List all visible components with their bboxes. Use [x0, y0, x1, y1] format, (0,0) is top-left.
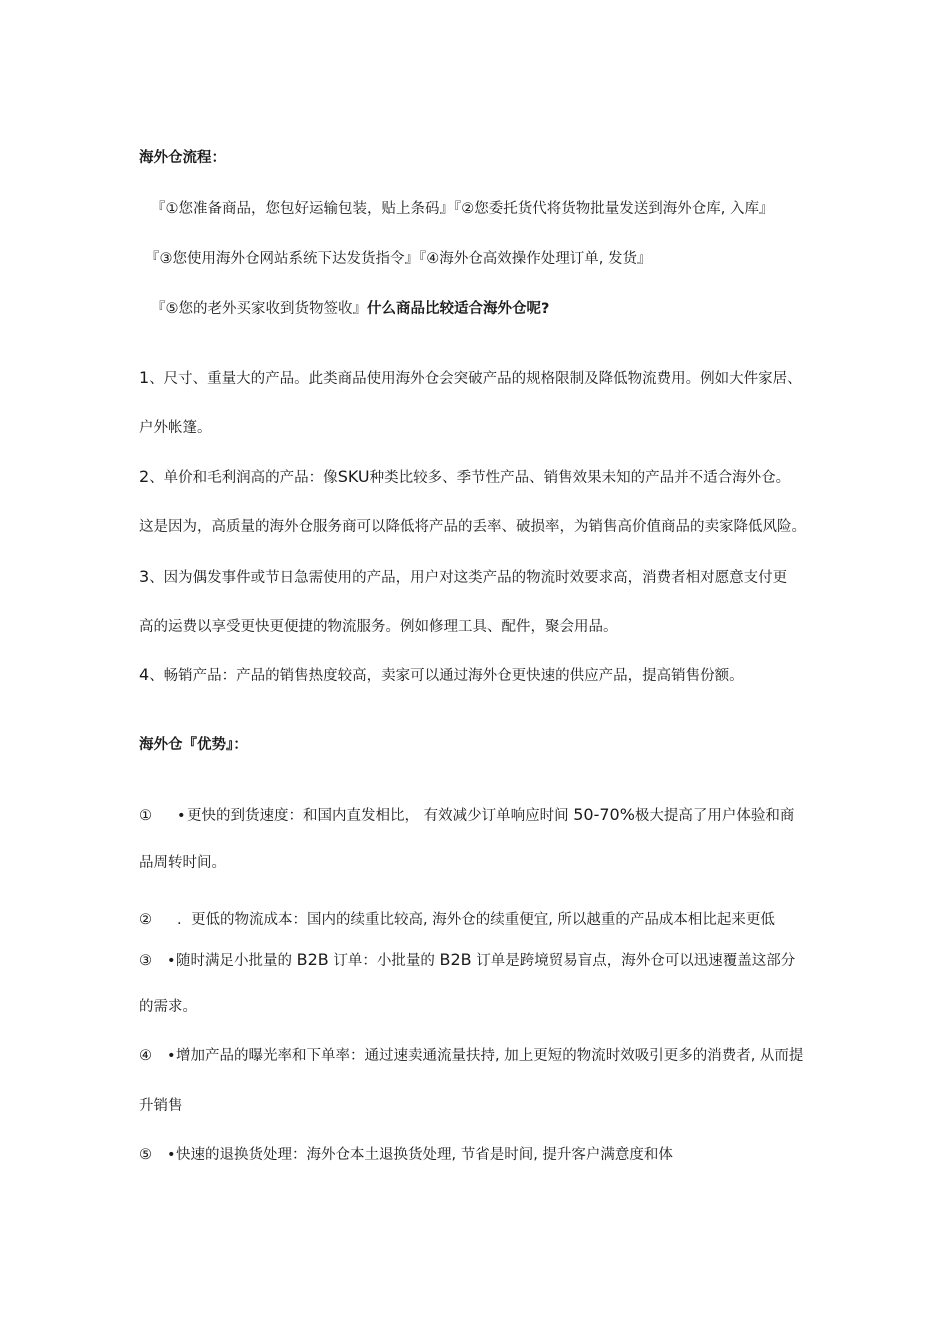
advantage-item-5 [139, 1145, 673, 1165]
advantage-item-1 [139, 805, 794, 826]
circled-marker: ① [139, 808, 152, 824]
bullet-icon: • [167, 1048, 176, 1064]
advantage-item-1-cont: 品周转时间。 [139, 855, 226, 871]
flow-line-1: 『①您准备商品，您包好运输包装，贴上条码』『②您委托货代将货物批量发送到海外仓库, 入库』 [151, 201, 774, 217]
percent-highlight: 50-70% [573, 805, 635, 824]
item-text: 、单价和毛利润高的产品：像 [149, 470, 338, 486]
suitable-item-4 [139, 665, 744, 686]
suitable-item-2 [139, 467, 790, 488]
flow-heading: 海外仓流程： [139, 150, 226, 166]
item-number: 4 [139, 665, 150, 684]
item-text: 订单：小批量的 [328, 953, 440, 969]
advantage-item-3 [139, 950, 795, 971]
circled-marker: ③ [139, 953, 152, 969]
item-text: 、畅销产品：产品的销售热度较高，卖家可以通过海外仓更快速的供应产品，提高销售份额。 [149, 668, 744, 684]
bullet-icon: • [177, 808, 186, 824]
item-text: 随时满足小批量的 [176, 953, 297, 969]
suitable-item-3-cont: 高的运费以享受更快更便捷的物流服务。例如修理工具、配件，聚会用品。 [139, 619, 618, 635]
item-text: 更低的物流成本：国内的续重比较高, 海外仓的续重便宜, 所以越重的产品成本相比起来更低 [191, 912, 775, 928]
item-text: 更快的到货速度：和国内直发相比， 有效减少订单响应时间 [187, 808, 574, 824]
item-text: 增加产品的曝光率和下单率：通过速卖通流量扶持, 加上更短的物流时效吸引更多的消费者, 从而提 [176, 1048, 804, 1064]
circled-marker: ④ [139, 1048, 152, 1064]
suitable-item-1-cont: 户外帐篷。 [139, 420, 212, 436]
item-text: 、因为偶发事件或节日急需使用的产品，用户对这类产品的物流时效要求高，消费者相对愿意支付更 [149, 570, 788, 586]
item-text: 极大提高了用户体验和商 [634, 808, 795, 824]
sku-term: SKU [337, 467, 370, 486]
circled-marker: ② [139, 912, 152, 928]
bullet-icon: • [167, 953, 176, 969]
suitable-item-3 [139, 567, 787, 588]
item-text: 订单是跨境贸易盲点，海外仓可以迅速覆盖这部分 [471, 953, 796, 969]
flow-line-2: 『③您使用海外仓网站系统下达发货指令』『④海外仓高效操作处理订单, 发货』 [145, 251, 652, 267]
item-text: 种类比较多、季节性产品、销售效果未知的产品并不适合海外仓。 [369, 470, 791, 486]
circled-marker: ⑤ [139, 1147, 152, 1163]
item-number: 1 [139, 368, 150, 387]
item-text: 快速的退换货处理：海外仓本土退换货处理, 节省是时间, 提升客户满意度和体 [176, 1147, 673, 1163]
b2b-term: B2B [296, 950, 329, 969]
suitable-item-1 [139, 368, 802, 389]
advantage-item-4 [139, 1046, 803, 1066]
advantage-item-4-cont: 升销售 [139, 1098, 183, 1114]
flow-line-3 [151, 299, 549, 319]
item-number: 2 [139, 467, 150, 486]
item-number: 3 [139, 567, 150, 586]
bullet-icon: . [177, 912, 182, 928]
suitable-heading: 什么商品比较适合海外仓呢? [367, 301, 550, 317]
advantages-heading: 海外仓『优势』： [139, 737, 248, 753]
flow-step-5: 『⑤您的老外买家收到货物签收』 [151, 301, 367, 317]
advantage-item-3-cont: 的需求。 [139, 999, 197, 1015]
bullet-icon: • [167, 1147, 176, 1163]
item-text: 、尺寸、重量大的产品。此类商品使用海外仓会突破产品的规格限制及降低物流费用。例如大件家居、 [149, 371, 802, 387]
b2b-term: B2B [439, 950, 472, 969]
advantage-item-2 [139, 910, 775, 930]
suitable-item-2-cont: 这是因为，高质量的海外仓服务商可以降低将产品的丢率、破损率，为销售高价值商品的卖家降低风险。 [139, 519, 806, 535]
